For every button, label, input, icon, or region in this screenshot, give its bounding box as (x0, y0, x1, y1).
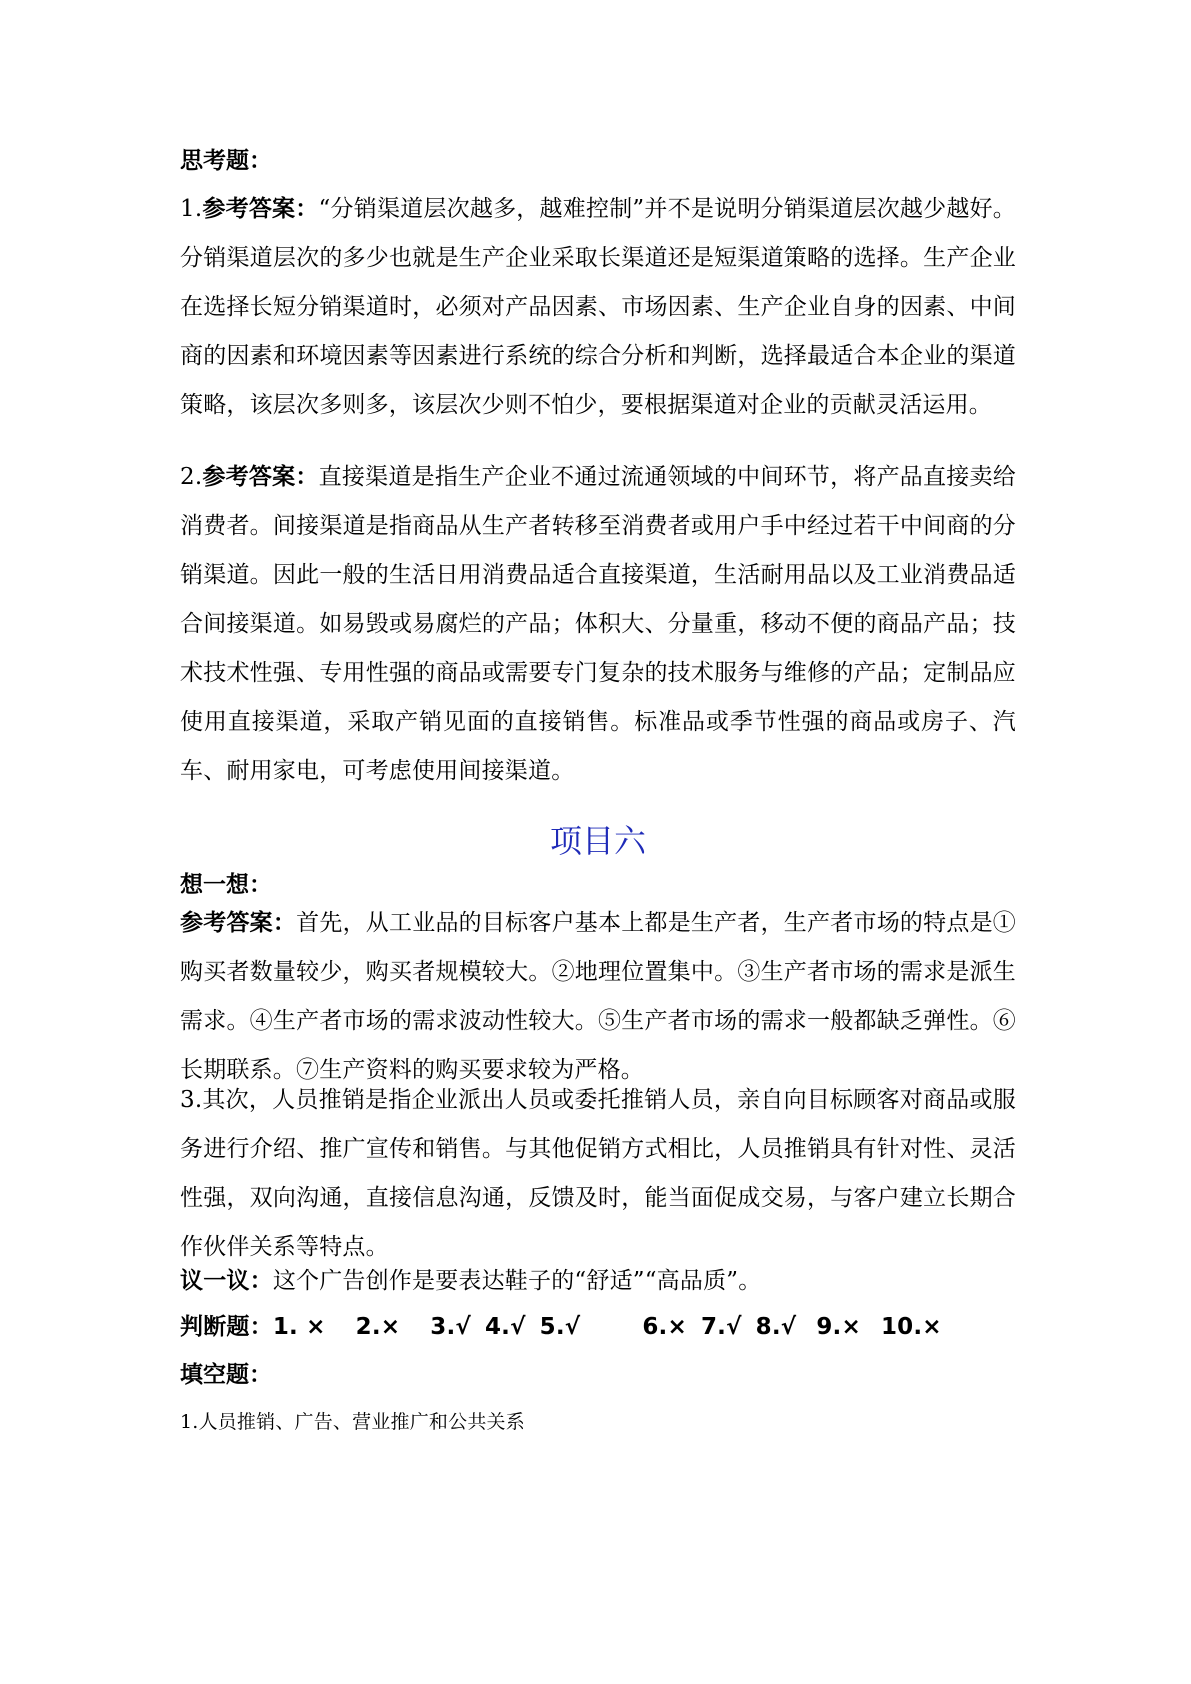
judge-item: 8.√ (755, 1314, 797, 1340)
project-title: 项目六 (549, 822, 646, 860)
section-heading-thinking: 思考题： (180, 147, 272, 174)
judge-item: 3.√ (430, 1314, 471, 1340)
discuss-label: 议一议： (180, 1267, 273, 1294)
answer-text: 直接渠道是指生产企业不通过流通领域的中间环节，将产品直接卖给消费者。间接渠道是指商品从生产者转移至消费者或用户手中经过若干中间商的分销渠道。因此一般的生活日用消费品适合直接渠道，生活耐用品以及工业消费品适合间接渠道。如易毁或易腐烂的产品；体积大、分量重，移动不便的商品产品；技术技术性强、专用性强的商品或需要专门复杂的技术服务与维修的产品；定制品应使用直接渠道，采取产销见面的直接销售。标准品或季节性强的商品或房子、汽车、耐用家电，可考虑使用间接渠道。 (180, 464, 1016, 784)
judge-item: 4.√ (484, 1314, 526, 1340)
answer-label: 参考答案： (202, 463, 319, 490)
section-heading-think: 想一想： (180, 871, 272, 898)
judge-item: 7.√ (700, 1314, 742, 1340)
fill-answer-line: 1.人员推销、广告、营业推广和公共关系 (180, 1411, 525, 1433)
answer-text: 首先，从工业品的目标客户基本上都是生产者，生产者市场的特点是①购买者数量较少，购买者规模较大。②地理位置集中。③生产者市场的需求是派生需求。④生产者市场的需求波动性较大。⑤生产者市场的需求一般都缺乏弹性。⑥长期联系。⑦生产资料的购买要求较为严格。 (180, 910, 1017, 1083)
judge-item: 5.√ (539, 1314, 581, 1340)
answer-number: 1. (180, 196, 203, 222)
judge-item: 1. × (272, 1314, 326, 1340)
discuss-text: 这个广告创作是要表达鞋子的“舒适”“高品质”。 (272, 1268, 762, 1294)
answer-paragraph-3 (180, 898, 1016, 1095)
answer-label: 参考答案： (180, 909, 297, 936)
answer-text: “分销渠道层次越多，越难控制”并不是说明分销渠道层次越少越好。分销渠道层次的多少也就是生产企业采取长渠道还是短渠道策略的选择。生产企业在选择长短分销渠道时，必须对产品因素、市场因素、生产企业自身的因素、中间商的因素和环境因素等因素进行系统的综合分析和判断，选择最适合本企业的渠道策略，该层次多则多，该层次少则不怕少，要根据渠道对企业的贡献灵活运用。 (180, 196, 1017, 418)
judge-item: 10.× (880, 1314, 942, 1340)
answer-paragraph-4: 3.其次，人员推销是指企业派出人员或委托推销人员，亲自向目标顾客对商品或服务进行介绍、推广宣传和销售。与其他促销方式相比，人员推销具有针对性、灵活性强，双向沟通，直接信息沟通，反馈及时，能当面促成交易，与客户建立长期合作伙伴关系等特点。 (180, 1087, 1016, 1260)
judge-item: 6.× (642, 1314, 687, 1340)
answer-paragraph-1 (180, 184, 1016, 430)
section-heading-fill: 填空题： (180, 1361, 272, 1388)
judge-label: 判断题： (180, 1313, 273, 1340)
answer-number: 2. (180, 464, 203, 490)
discuss-line (180, 1256, 1016, 1306)
judge-line (180, 1302, 1016, 1352)
judge-item: 2.× (355, 1314, 401, 1340)
answer-paragraph-2 (180, 452, 1016, 796)
judge-item: 9.× (816, 1314, 861, 1340)
answer-label: 参考答案： (202, 195, 319, 222)
